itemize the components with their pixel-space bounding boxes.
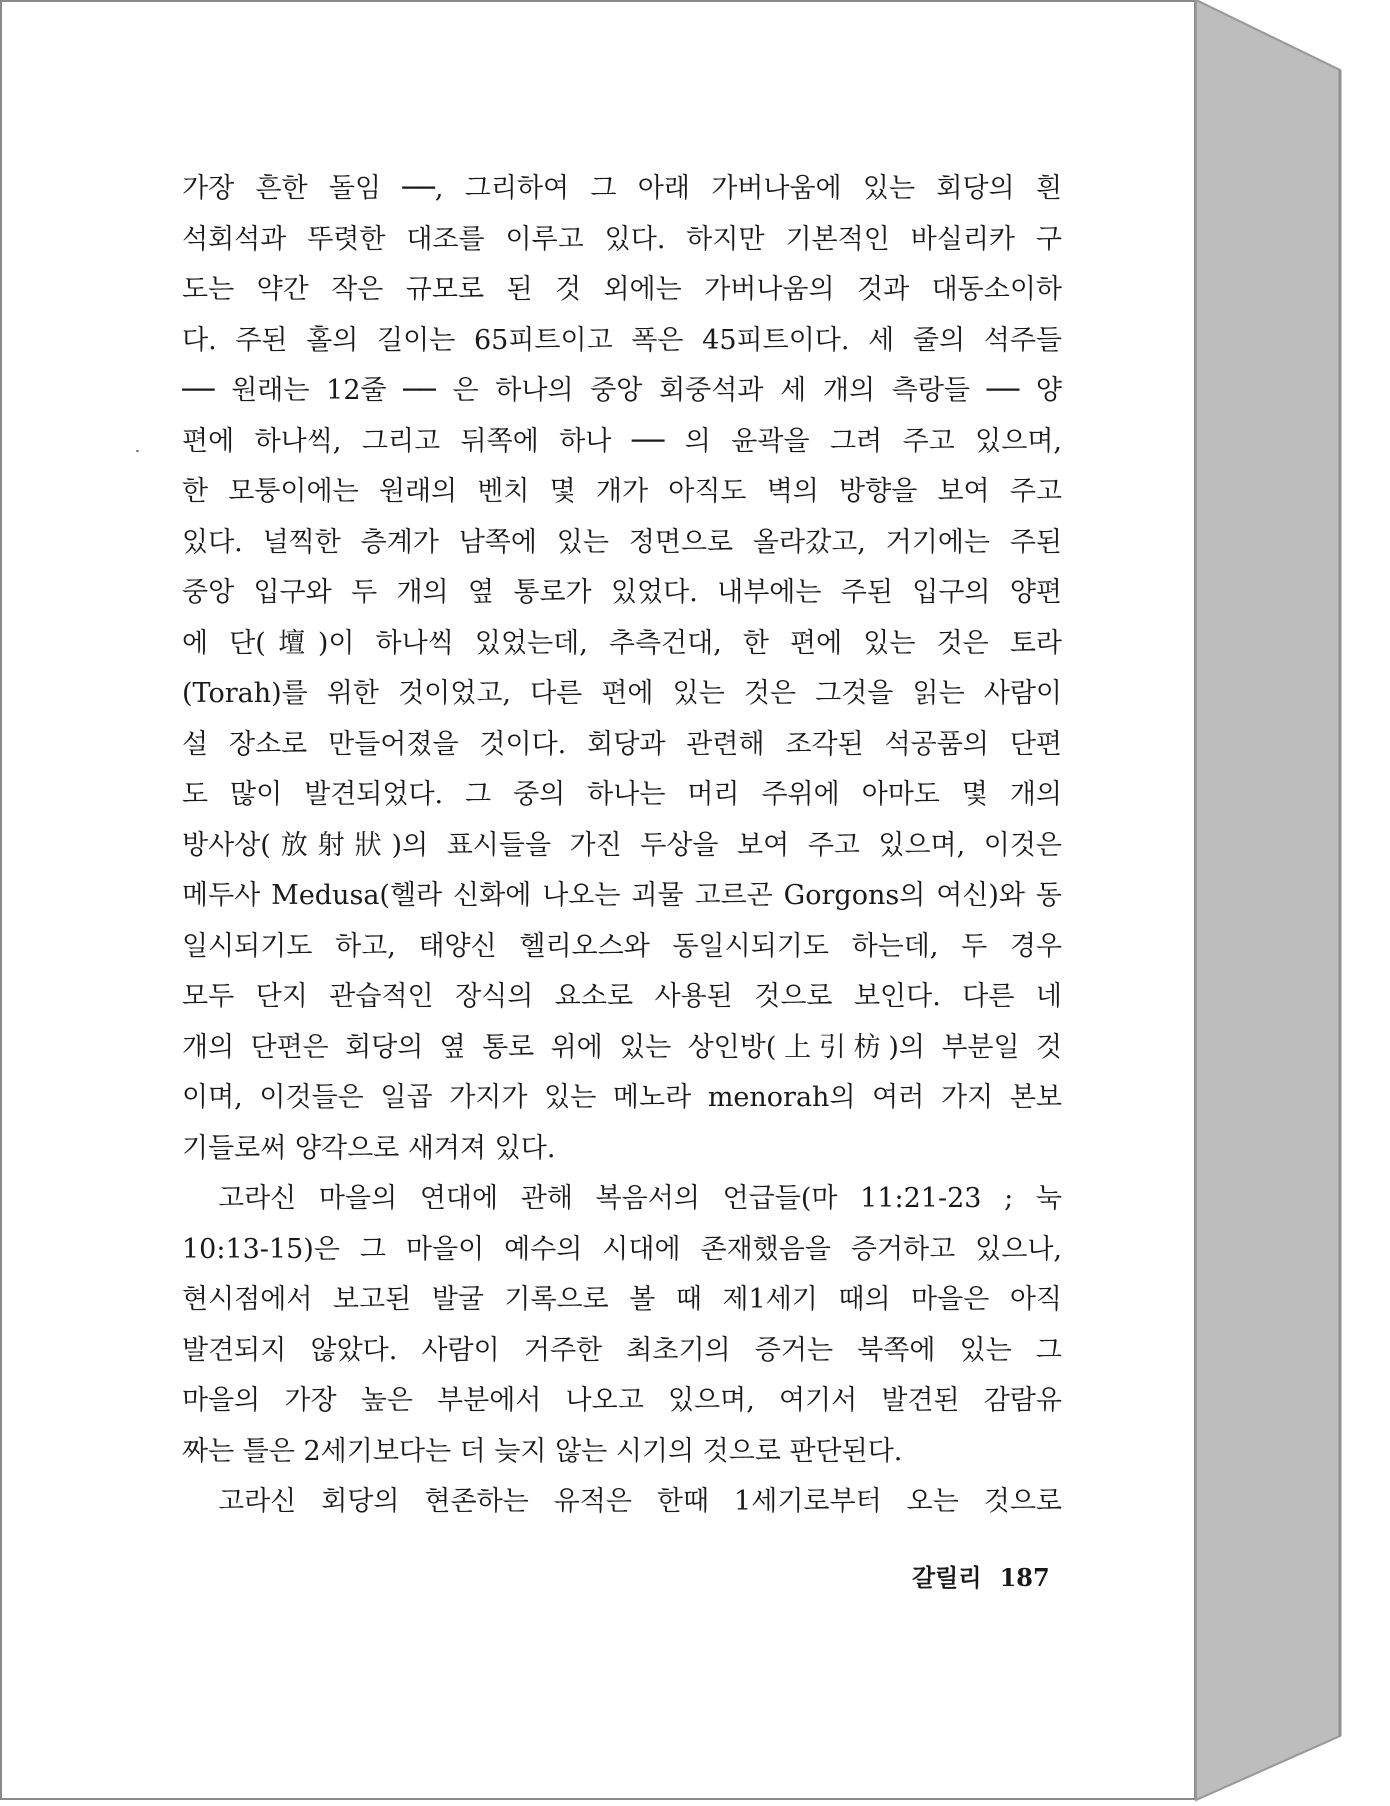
running-title: 갈릴리 xyxy=(912,1563,982,1592)
text-line: ── 원래는 12줄 ── 은 하나의 중앙 회중석과 세 개의 측랑들 ── 양 xyxy=(182,375,1062,406)
text-line: 짜는 틀은 2세기보다는 더 늦지 않는 시기의 것으로 판단된다. xyxy=(182,1435,903,1467)
text-line: 다. 주된 홀의 길이는 65피트이고 폭은 45피트이다. 세 줄의 석주들 xyxy=(182,324,1062,356)
text-line: 현시점에서 보고된 발굴 기록으로 볼 때 제1세기 때의 마을은 아직 xyxy=(182,1284,1062,1315)
text-line: 고라신 회당의 현존하는 유적은 한때 1세기로부터 오는 것으로 xyxy=(218,1486,1062,1517)
text-line: 편에 하나씩, 그리고 뒤쪽에 하나 ── 의 윤곽을 그려 주고 있으며, xyxy=(182,425,1062,457)
text-line: 메두사 Medusa(헬라 신화에 나오는 괴물 고르곤 Gorgons의 여신)와 동 xyxy=(182,880,1062,911)
text-line: 에 단(壇)이 하나씩 있었는데, 추측건대, 한 편에 있는 것은 토라 xyxy=(182,627,1062,659)
text-line: 10:13-15)은 그 마을이 예수의 시대에 존재했음을 증거하고 있으나, xyxy=(182,1233,1062,1265)
book-side-top xyxy=(1196,0,1340,70)
text-line: 모두 단지 관습적인 장식의 요소로 사용된 것으로 보인다. 다른 네 xyxy=(182,981,1062,1012)
text-line: 석회석과 뚜렷한 대조를 이루고 있다. 하지만 기본적인 바실리카 구 xyxy=(182,223,1062,255)
text-line: 고라신 마을의 연대에 관해 복음서의 언급들(마 11:21-23 ; 눅 xyxy=(218,1183,1062,1214)
text-line: 도는 약간 작은 규모로 된 것 외에는 가버나움의 것과 대동소이하 xyxy=(182,274,1062,305)
text-line: 한 모퉁이에는 원래의 벤치 몇 개가 아직도 벽의 방향을 보여 주고 xyxy=(182,476,1062,507)
text-line: 발견되지 않았다. 사람이 거주한 최초기의 증거는 북쪽에 있는 그 xyxy=(182,1334,1062,1366)
text-line: (Torah)를 위한 것이었고, 다른 편에 있는 것은 그것을 읽는 사람이 xyxy=(182,678,1062,709)
text-line: 일시되기도 하고, 태양신 헬리오스와 동일시되기도 하는데, 두 경우 xyxy=(182,930,1062,962)
book-side-face xyxy=(1196,0,1340,1800)
text-line: 있다. 널찍한 층계가 남쪽에 있는 정면으로 올라갔고, 거기에는 주된 xyxy=(182,526,1062,558)
page-footer xyxy=(912,1558,1050,1593)
text-line: 마을의 가장 높은 부분에서 나오고 있으며, 여기서 발견된 감람유 xyxy=(182,1385,1062,1416)
text-line: 설 장소로 만들어졌을 것이다. 회당과 관련해 조각된 석공품의 단편 xyxy=(182,728,1062,760)
text-line: 가장 흔한 돌임 ──, 그리하여 그 아래 가버나움에 있는 회당의 흰 xyxy=(182,173,1062,204)
text-line: 기들로써 양각으로 새겨져 있다. xyxy=(182,1132,556,1164)
text-line: 방사상(放射狀)의 표시들을 가진 두상을 보여 주고 있으며, 이것은 xyxy=(182,829,1062,861)
text-line: 이며, 이것들은 일곱 가지가 있는 메노라 menorah의 여러 가지 본보 xyxy=(182,1082,1062,1113)
scan-speck xyxy=(136,450,139,452)
book-side-bottom xyxy=(1196,1736,1340,1800)
text-line: 도 많이 발견되었다. 그 중의 하나는 머리 주위에 아마도 몇 개의 xyxy=(182,779,1062,810)
page-number: 187 xyxy=(999,1563,1050,1592)
text-line: 개의 단편은 회당의 옆 통로 위에 있는 상인방(上引枋)의 부분일 것 xyxy=(182,1031,1062,1063)
text-line: 중앙 입구와 두 개의 옆 통로가 있었다. 내부에는 주된 입구의 양편 xyxy=(182,577,1062,608)
body-text xyxy=(182,164,1062,1528)
